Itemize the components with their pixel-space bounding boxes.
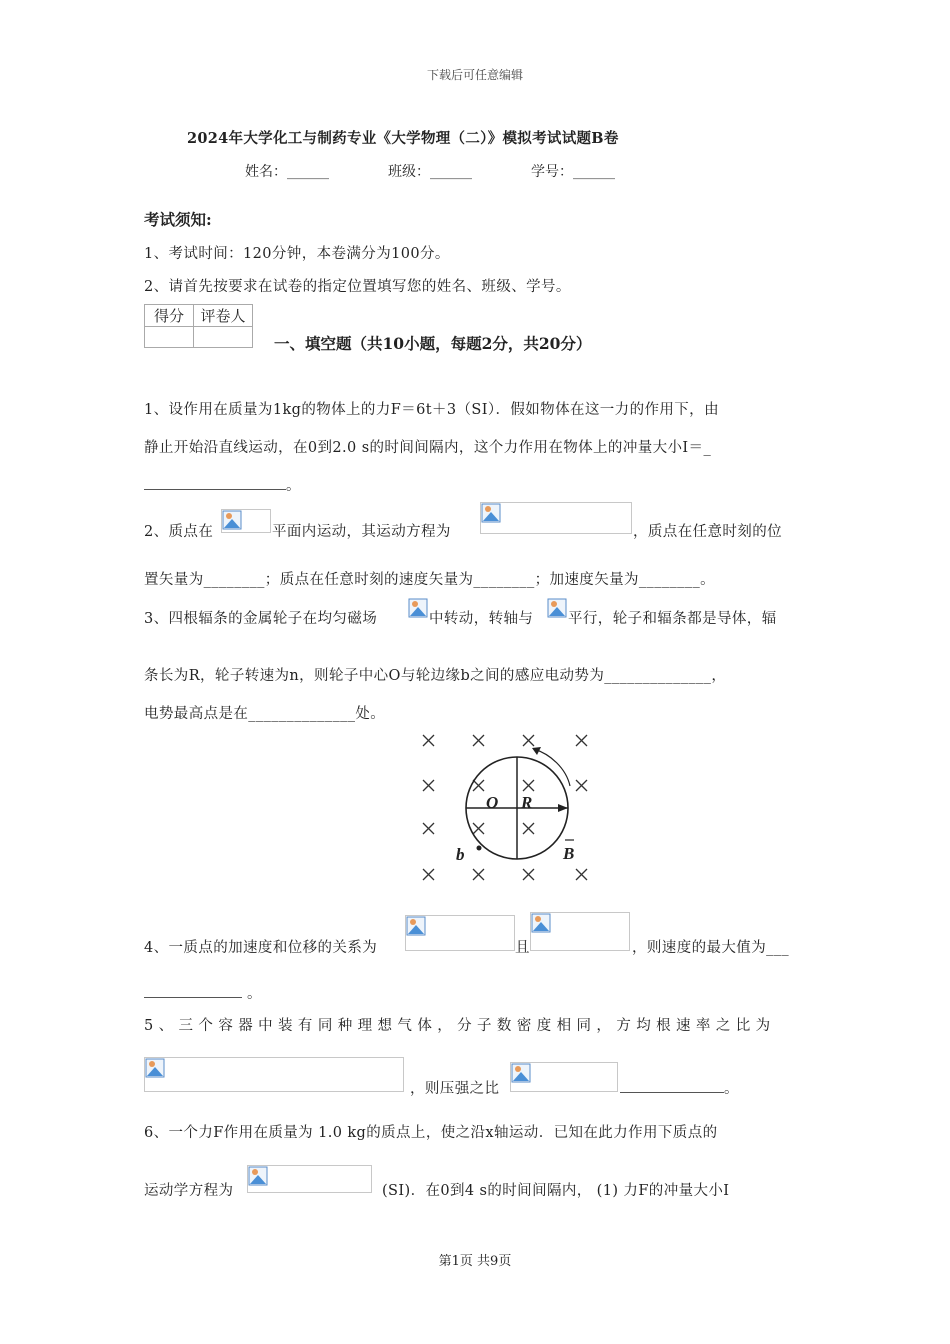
page-footer: 第1页 共9页 bbox=[438, 1254, 512, 1269]
notice-item: 1、考试时间：120分钟，本卷满分为100分。 bbox=[144, 246, 450, 262]
broken-image-icon bbox=[408, 598, 428, 618]
answer-blank[interactable] bbox=[620, 1078, 724, 1093]
question-1-line: 1、设作用在质量为1kg的物体上的力F＝6t＋3（SI）．假如物体在这一力的作用下，由 bbox=[144, 402, 719, 418]
formula-image bbox=[405, 915, 515, 951]
broken-image-icon bbox=[222, 510, 242, 530]
question-4-answer-line: 。 bbox=[144, 982, 262, 1003]
formula-image bbox=[221, 509, 271, 533]
formula-image bbox=[408, 598, 428, 620]
question-6-part: 运动学方程为 bbox=[144, 1183, 234, 1199]
formula-image bbox=[510, 1062, 618, 1092]
question-3-part: 平行，轮子和辐条都是导体，辐 bbox=[568, 611, 777, 627]
section-title: 一、填空题（共10小题，每题2分，共20分） bbox=[274, 334, 592, 353]
question-5-answer: 。 bbox=[620, 1077, 739, 1098]
field-label: B bbox=[563, 844, 575, 863]
radius-arrowhead bbox=[558, 804, 568, 812]
broken-image-icon bbox=[145, 1058, 165, 1078]
question-5-line: 5、三个容器中装有同种理想气体，分子数密度相同，方均根速率之比为 bbox=[144, 1018, 776, 1034]
grader-header: 评卷人 bbox=[194, 305, 253, 327]
header-note: 下载后可任意编辑 bbox=[426, 68, 523, 82]
formula-image bbox=[144, 1057, 404, 1092]
question-3-line: 条长为R，轮子转速为n，则轮子中心O与轮边缘b之间的感应电动势为______________， bbox=[144, 668, 727, 684]
question-2-part: ，质点在任意时刻的位 bbox=[633, 524, 782, 540]
grader-cell bbox=[194, 327, 253, 348]
notice-heading: 考试须知: bbox=[144, 210, 212, 229]
question-2-part: 2、质点在 bbox=[144, 524, 214, 540]
question-2-line: 置矢量为________；质点在任意时刻的速度矢量为________；加速度矢量为________。 bbox=[144, 572, 715, 588]
question-3-line: 电势最高点是在______________处。 bbox=[144, 706, 386, 722]
name-field-label: 姓名：______ bbox=[245, 164, 329, 180]
broken-image-icon bbox=[531, 913, 551, 933]
question-1-answer-line: 。 bbox=[144, 474, 301, 495]
broken-image-icon bbox=[547, 598, 567, 618]
notice-item: 2、请首先按要求在试卷的指定位置填写您的姓名、班级、学号。 bbox=[144, 279, 571, 295]
formula-image bbox=[480, 502, 632, 534]
center-label: O bbox=[486, 793, 499, 812]
question-2-part: 平面内运动，其运动方程为 bbox=[272, 524, 451, 540]
class-field-label: 班级：______ bbox=[388, 164, 472, 180]
rotation-arrow bbox=[534, 749, 570, 786]
formula-image bbox=[530, 912, 630, 951]
id-field-label: 学号：______ bbox=[531, 164, 615, 180]
score-table bbox=[144, 304, 253, 348]
formula-image bbox=[547, 598, 567, 620]
score-header: 得分 bbox=[145, 305, 194, 327]
score-cell bbox=[145, 327, 194, 348]
question-6-line: 6、一个力F作用在质量为 1.0 kg的质点上，使之沿x轴运动．已知在此力作用下质点的 bbox=[144, 1125, 718, 1141]
question-4-part: 且 bbox=[515, 940, 530, 956]
broken-image-icon bbox=[248, 1166, 268, 1186]
question-3-part: 中转动，转轴与 bbox=[429, 611, 534, 627]
question-1-line: 静止开始沿直线运动，在0到2.0 s的时间间隔内，这个力作用在物体上的冲量大小I＝_ bbox=[144, 440, 712, 456]
wheel-in-field-diagram bbox=[410, 728, 610, 888]
exam-title: 2024年大学化工与制药专业《大学物理（二）》模拟考试试题B卷 bbox=[187, 130, 619, 147]
question-4-part: ，则速度的最大值为___ bbox=[632, 940, 790, 956]
question-6-part: (SI)．在0到4 s的时间间隔内， (1) 力F的冲量大小I bbox=[382, 1183, 730, 1199]
question-3-part: 3、四根辐条的金属轮子在均匀磁场 bbox=[144, 611, 378, 627]
broken-image-icon bbox=[406, 916, 426, 936]
point-label: b bbox=[456, 845, 465, 864]
formula-image bbox=[247, 1165, 372, 1193]
broken-image-icon bbox=[511, 1063, 531, 1083]
answer-blank[interactable] bbox=[144, 475, 286, 490]
point-b-marker bbox=[477, 846, 482, 851]
answer-blank[interactable] bbox=[144, 983, 242, 998]
question-4-part: 4、一质点的加速度和位移的关系为 bbox=[144, 940, 378, 956]
broken-image-icon bbox=[481, 503, 501, 523]
radius-label: R bbox=[521, 793, 533, 812]
question-5-part: ，则压强之比 bbox=[410, 1081, 500, 1097]
